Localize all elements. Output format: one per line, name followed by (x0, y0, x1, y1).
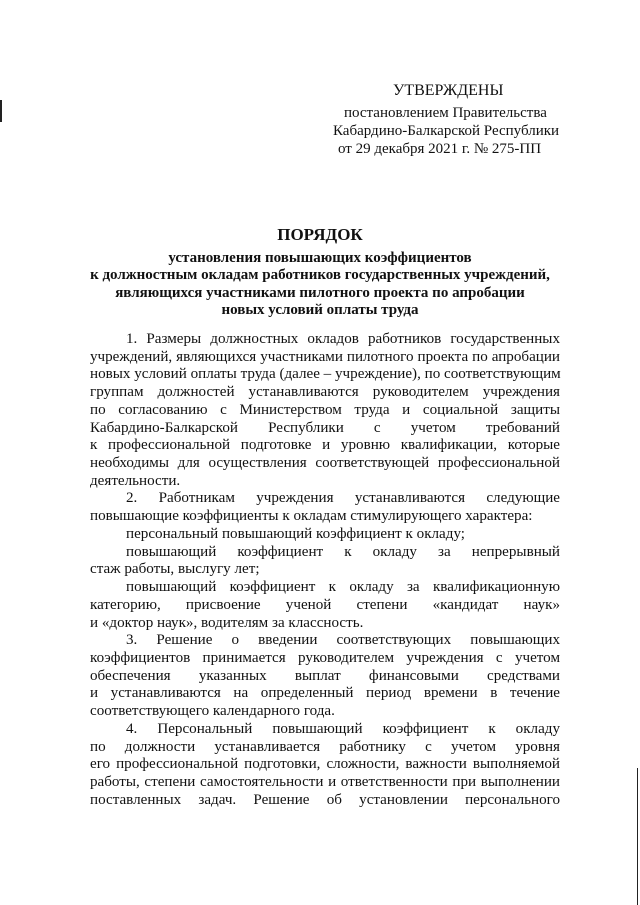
body-line: и «доктор наук», водителям за классность. (90, 614, 364, 631)
subtitle-line-1: установления повышающих коэффициентов (168, 250, 472, 266)
body-line: его профессиональной подготовки, сложности, важности выполняемой (90, 756, 560, 773)
body-line: учреждений, являющихся участниками пилотного проекта по апробации (90, 348, 560, 365)
body-line: персональный повышающий коэффициент к окладу; (126, 525, 465, 542)
body-line: соответствующего календарного года. (90, 703, 335, 720)
body-line: повышающий коэффициент к окладу за квалификационную (126, 579, 560, 596)
body-line: необходимы для осуществления соответствующей профессиональной (90, 455, 560, 472)
subtitle-line-3: являющихся участниками пилотного проекта по апробации (115, 285, 525, 301)
body-line: по согласованию с Министерством труда и социальной защиты (90, 401, 560, 418)
body-line: коэффициентов принимается руководителем учреждения с учетом (90, 649, 560, 666)
document-title: ПОРЯДОК (277, 225, 363, 244)
body-line: группам должностей устанавливаются руководителем учреждения (90, 384, 560, 401)
approval-line-3: от 29 декабря 2021 г. № 275-ПП (338, 141, 542, 157)
body-line: повышающие коэффициенты к окладам стимулирующего характера: (90, 508, 533, 525)
body-line: повышающий коэффициент к окладу за непрерывный (126, 543, 560, 560)
body-line: поставленных задач. Решение об установлении персонального (90, 791, 560, 808)
body-line: стаж работы, выслугу лет; (90, 561, 260, 578)
approval-line-1: постановлением Правительства (344, 105, 547, 121)
body-line: Кабардино-Балкарской Республики с учетом требований (90, 419, 560, 436)
scan-mark-right (637, 768, 638, 905)
body-line: работы, степени самостоятельности и ответственности при выполнении (90, 773, 560, 790)
approval-heading: УТВЕРЖДЕНЫ (393, 82, 504, 99)
body-line: и устанавливаются на определенный период времени в течение (90, 685, 560, 702)
body-line: к профессиональной подготовке и уровню квалификации, которые (90, 437, 560, 454)
body-line: деятельности. (90, 472, 181, 489)
body-line: 2. Работникам учреждения устанавливаются следующие (126, 490, 560, 507)
body-line: новых условий оплаты труда (далее – учреждение), по соответствующим (90, 366, 561, 383)
body-line: обеспечения указанных выплат финансовыми средствами (90, 667, 560, 684)
body-line: 3. Решение о введении соответствующих повышающих (126, 632, 560, 649)
document-body (90, 331, 560, 809)
body-line: 4. Персональный повышающий коэффициент к окладу (126, 720, 560, 737)
subtitle-line-2: к должностным окладам работников государственных учреждений, (90, 267, 550, 283)
approval-line-2: Кабардино-Балкарской Республики (333, 123, 560, 139)
body-line: категорию, присвоение ученой степени «кандидат наук» (90, 596, 560, 613)
scan-mark-left (0, 100, 2, 122)
body-line: по должности устанавливается работнику с учетом уровня (90, 738, 560, 755)
body-line: 1. Размеры должностных окладов работников государственных (126, 331, 560, 347)
subtitle-line-4: новых условий оплаты труда (221, 302, 419, 318)
